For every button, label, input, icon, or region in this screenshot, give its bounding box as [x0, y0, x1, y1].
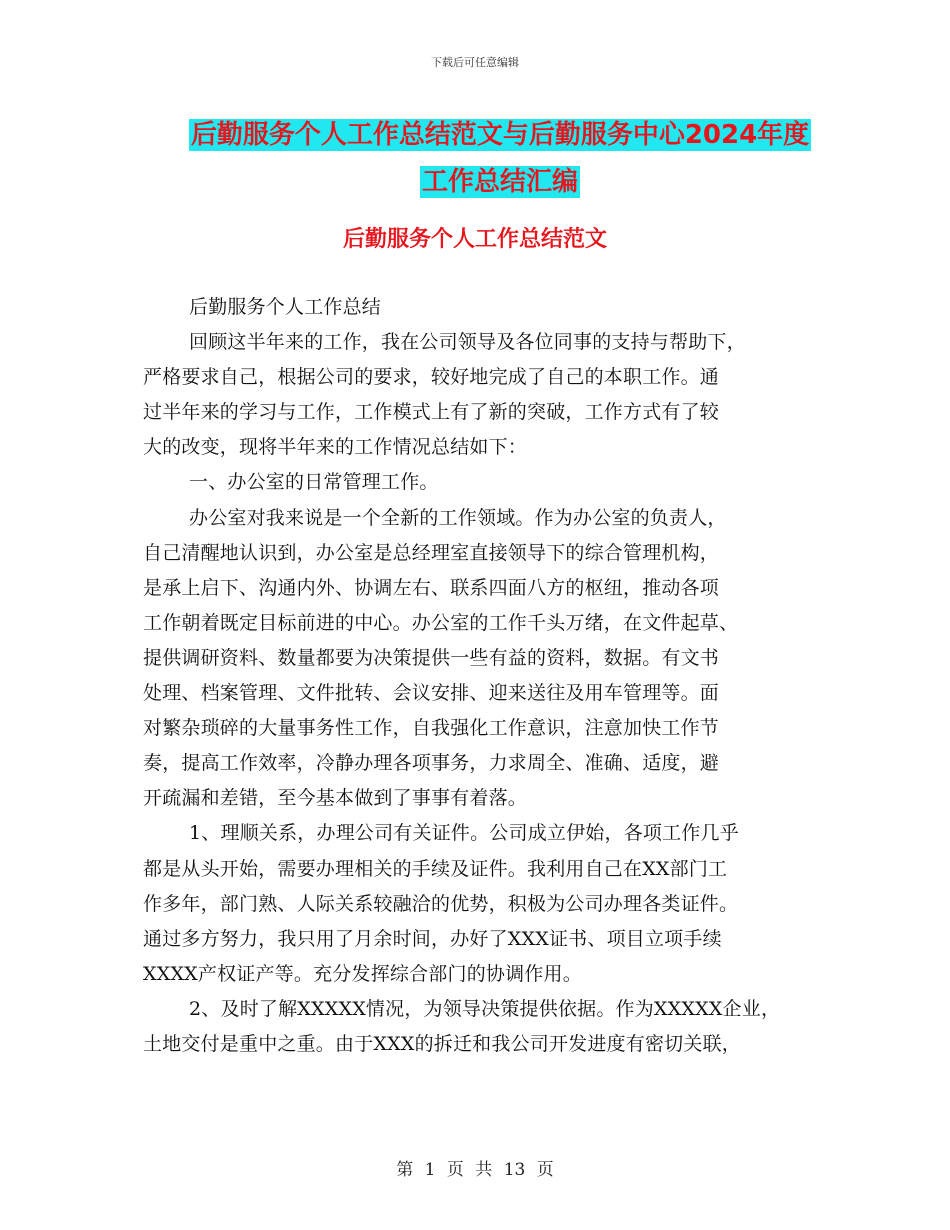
paragraph-line: 都是从头开始，需要办理相关的手续及证件。我利用自己在XX部门工 — [143, 857, 728, 880]
paragraph-line: 严格要求自己，根据公司的要求，较好地完成了自己的本职工作。通 — [143, 366, 720, 389]
paragraph-line: 奏，提高工作效率，冷静办理各项事务，力求周全、准确、适度，避 — [143, 752, 720, 775]
paragraph-line: 土地交付是重中之重。由于XXX的拆迁和我公司开发进度有密切关联， — [143, 1032, 741, 1055]
paragraph-line: 作多年，部门熟、人际关系较融洽的优势，积极为公司办理各类证件。 — [143, 892, 739, 915]
paragraph-line: 一、办公室的日常管理工作。 — [189, 471, 439, 494]
paragraph-line: 大的改变，现将半年来的工作情况总结如下： — [143, 436, 528, 459]
paragraph-line: 处理、档案管理、文件批转、会议安排、迎来送往及用车管理等。面 — [143, 682, 720, 705]
paragraph-line: 提供调研资料、数量都要为决策提供一些有益的资料，数据。有文书 — [143, 646, 720, 669]
document-title — [140, 112, 860, 206]
paragraph-line: 办公室对我来说是一个全新的工作领域。作为办公室的负责人， — [189, 506, 727, 529]
paragraph-line: 通过多方努力，我只用了月余时间，办好了XXX证书、项目立项手续 — [143, 927, 722, 950]
body-text — [143, 290, 811, 1062]
paragraph-line: 开疏漏和差错，至今基本做到了事事有着落。 — [143, 787, 528, 810]
paragraph-line: 1、理顺关系，办理公司有关证件。公司成立伊始，各项工作几乎 — [189, 822, 739, 845]
paragraph-line: 2、及时了解XXXXX情况，为领导决策提供依据。作为XXXXX企业， — [189, 997, 781, 1020]
paragraph-line: 是承上启下、沟通内外、协调左右、联系四面八方的枢纽，推动各项 — [143, 576, 720, 599]
document-title-line-1: 后勤服务个人工作总结范文与后勤服务中心2024年度 — [190, 120, 810, 150]
header-note: 下载后可任意编辑 — [431, 56, 519, 69]
page-footer: 第 1 页 共 13 页 — [396, 1160, 554, 1180]
paragraph-line: 自己清醒地认识到，办公室是总经理室直接领导下的综合管理机构， — [143, 541, 720, 564]
paragraph-line: 过半年来的学习与工作，工作模式上有了新的突破，工作方式有了较 — [143, 401, 720, 424]
paragraph-line: 工作朝着既定目标前进的中心。办公室的工作千头万绪，在文件起草、 — [143, 611, 739, 634]
section-title: 后勤服务个人工作总结范文 — [342, 227, 607, 252]
paragraph-line: 回顾这半年来的工作，我在公司领导及各位同事的支持与帮助下， — [189, 331, 746, 354]
paragraph-line: XXXX产权证产等。充分发挥综合部门的协调作用。 — [143, 962, 582, 985]
paragraph-line: 对繁杂琐碎的大量事务性工作，自我强化工作意识，注意加快工作节 — [143, 717, 720, 740]
document-title-line-2: 工作总结汇编 — [421, 167, 578, 197]
paragraph-line: 后勤服务个人工作总结 — [189, 296, 382, 318]
